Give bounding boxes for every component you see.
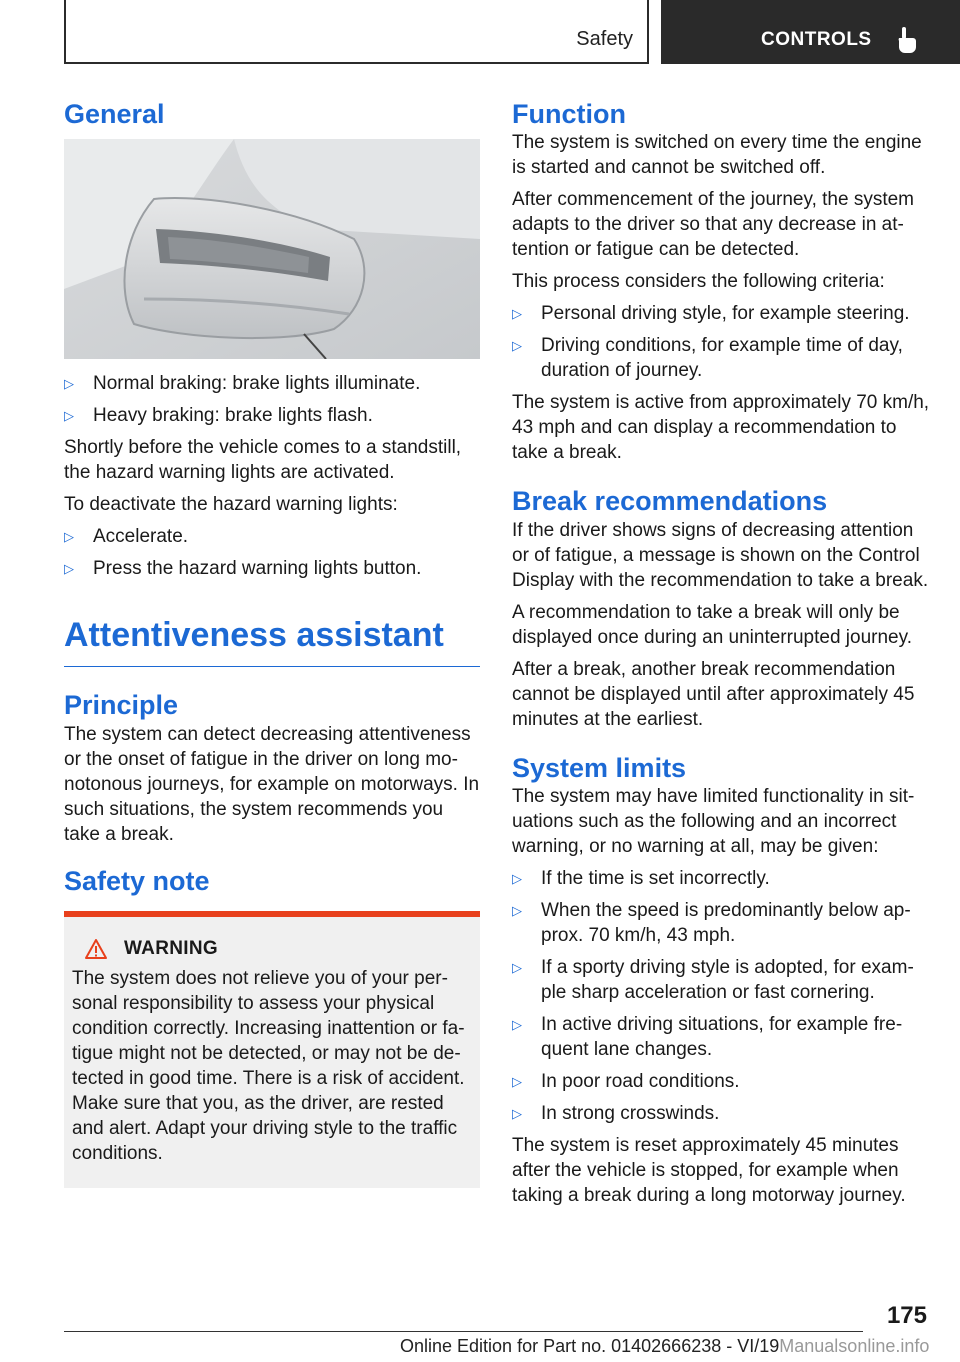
triangle-bullet-icon: ▷ — [512, 1074, 522, 1090]
pointing-hand-icon — [895, 27, 917, 53]
brake-light-photo — [64, 139, 480, 359]
edition-text: Online Edition for Part no. 01402666238 - VI/19 — [400, 1336, 780, 1356]
triangle-bullet-icon: ▷ — [512, 338, 522, 354]
function-heading: Function — [512, 99, 626, 129]
list-item: ▷ Driving conditions, for example time of day, duration of journey. — [512, 335, 903, 382]
list-item: ▷ Accelerate. — [64, 526, 189, 548]
paragraph: After a break, another break recommendation cannot be displayed until after approximately 45 minutes at the earliest. — [512, 658, 915, 730]
list-item: ▷ If a sporty driving style is adopted, for example sharp acceleration or fast cornering. — [512, 957, 914, 1004]
list-item: ▷ Press the hazard warning lights button. — [64, 558, 422, 580]
triangle-bullet-icon: ▷ — [64, 529, 74, 545]
warning-text: The system does not relieve you of your personal responsibility to assess your physical condition correctly. Increasing inattention or fatigue might not be detected, or may not be detected in good time. There is a risk of accident. Make sure that you, as the driver, are rested and alert. Adapt your driving style to the traffic conditions. — [72, 967, 465, 1164]
triangle-bullet-icon: ▷ — [512, 903, 522, 919]
triangle-bullet-icon: ▷ — [512, 306, 522, 322]
list-item: ▷ When the speed is predominantly below approx. 70 km/h, 43 mph. — [512, 900, 911, 947]
page-number: 175 — [886, 1302, 927, 1329]
list-item: ▷ In poor road conditions. — [512, 1071, 740, 1093]
triangle-bullet-icon: ▷ — [512, 871, 522, 887]
left-column — [64, 98, 480, 1188]
list-item: ▷ In strong crosswinds. — [512, 1103, 720, 1125]
triangle-bullet-icon: ▷ — [512, 1106, 522, 1122]
triangle-bullet-icon: ▷ — [64, 376, 74, 392]
header-chapter-label: CONTROLS — [761, 29, 872, 50]
header-section-box — [64, 0, 649, 64]
triangle-bullet-icon: ▷ — [64, 408, 74, 424]
watermark-text: Manualsonline.info — [779, 1336, 930, 1356]
warning-triangle-icon — [84, 938, 108, 960]
right-column — [512, 98, 930, 1215]
list-item: ▷ Normal braking: brake lights illuminate. — [64, 373, 421, 395]
chapter-heading: Attentiveness assistant — [64, 616, 444, 655]
general-heading: General — [64, 99, 165, 129]
paragraph: The system is active from approximately 70 km/h, 43 mph and can display a recommendation to take a break. — [512, 392, 930, 464]
list-item: ▷ In active driving situations, for example frequent lane changes. — [512, 1014, 903, 1061]
paragraph: A recommendation to take a break will only be displayed once during an uninterrupted journey. — [512, 601, 912, 648]
paragraph: The system may have limited functionality in situations such as the following and an incorrect warning, or no warning at all, may be given: — [512, 786, 915, 858]
triangle-bullet-icon: ▷ — [512, 1017, 522, 1033]
principle-heading: Principle — [64, 690, 179, 721]
break-recommendations-heading: Break recommendations — [512, 486, 828, 517]
list-item: ▷ Heavy braking: brake lights flash. — [64, 405, 373, 427]
header-section-label: Safety — [576, 28, 633, 50]
warning-label: WARNING — [124, 937, 218, 959]
paragraph: The system can detect decreasing attentiveness or the onset of fatigue in the driver on long monotonous journeys, for example on motorways. In such situations, the system recommends you take a break. — [64, 723, 480, 845]
warning-header — [84, 938, 472, 960]
system-limits-heading: System limits — [512, 752, 687, 783]
list-item: ▷ Personal driving style, for example steering. — [512, 303, 910, 325]
footer-edition — [400, 1336, 929, 1357]
triangle-bullet-icon: ▷ — [64, 561, 74, 577]
paragraph: The system is reset approximately 45 minutes after the vehicle is stopped, for example when taking a break during a long motorway journey. — [512, 1135, 906, 1207]
paragraph: To deactivate the hazard warning lights: — [64, 494, 398, 516]
warning-box — [64, 911, 480, 1188]
paragraph: After commencement of the journey, the system adapts to the driver so that any decrease in attention or fatigue can be detected. — [512, 189, 914, 261]
paragraph: This process considers the following criteria: — [512, 271, 885, 293]
list-item: ▷ If the time is set incorrectly. — [512, 868, 770, 890]
paragraph: Shortly before the vehicle comes to a standstill, the hazard warning lights are activated. — [64, 437, 462, 484]
paragraph: If the driver shows signs of decreasing attention or of fatigue, a message is shown on the Control Display with the recommendation to take a break. — [512, 519, 929, 591]
paragraph: The system is switched on every time the engine is started and cannot be switched off. — [512, 132, 922, 179]
header-chapter-tab — [661, 0, 960, 64]
triangle-bullet-icon: ▷ — [512, 960, 522, 976]
footer-rule — [64, 1331, 863, 1332]
heading-rule — [64, 666, 480, 667]
safety-note-heading: Safety note — [64, 865, 210, 896]
